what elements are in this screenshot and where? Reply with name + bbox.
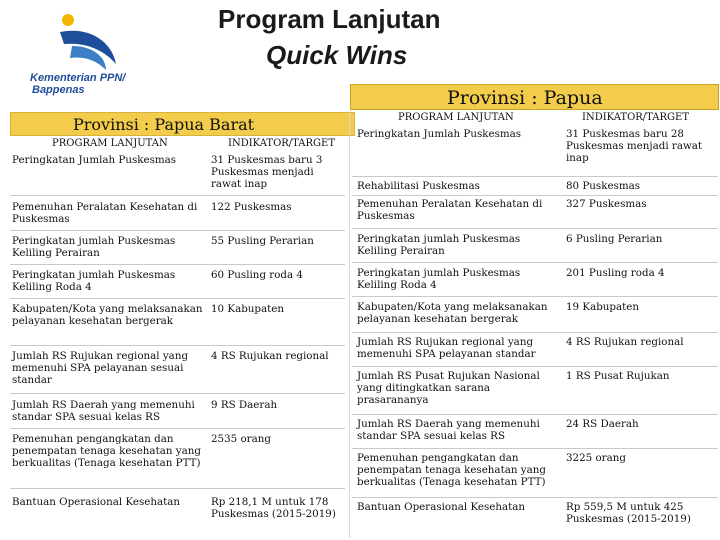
table-row-p-8-program: Jumlah RS Pusat Rujukan Nasional yang ditingkatkan sarana prasarananya: [357, 370, 540, 406]
logo-line-1: Kementerian PPN/: [30, 72, 126, 84]
table-row-p-10-target: 3225 orang: [566, 452, 626, 464]
header-target-papua-barat: INDIKATOR/TARGET: [228, 138, 336, 149]
table-row-pb-6-program: Jumlah RS Rujukan regional yang memenuhi SPA pelayanan sesuai standar: [12, 350, 189, 386]
table-row-p-4-program: Peringkatan jumlah Puskesmas Keliling Perairan: [357, 233, 521, 257]
table-row-p-9-program: Jumlah RS Daerah yang memenuhi standar SPA sesuai kelas RS: [357, 418, 540, 442]
table-row-pb-4-program: Peringkatan jumlah Puskesmas Keliling Roda 4: [12, 269, 176, 293]
table-row-p-2-target: 80 Puskesmas: [566, 180, 641, 192]
table-row-pb-1-program: Peringkatan Jumlah Puskesmas: [12, 154, 177, 166]
logo-line-2: Bappenas: [32, 84, 85, 96]
table-row-pb-2-program: Pemenuhan Peralatan Kesehatan di Puskesmas: [12, 201, 198, 225]
table-row-p-8-target: 1 RS Pusat Rujukan: [566, 370, 670, 382]
page-title: Program Lanjutan: [218, 4, 441, 34]
header-program-papua: PROGRAM LANJUTAN: [398, 112, 514, 123]
table-row-p-3-program: Pemenuhan Peralatan Kesehatan di Puskesmas: [357, 198, 543, 222]
table-row-p-4-target: 6 Pusling Perarian: [566, 233, 663, 245]
table-row-p-6-program: Kabupaten/Kota yang melaksanakan pelayanan kesehatan bergerak: [357, 301, 548, 325]
table-row-pb-9-target: Rp 218,1 M untuk 178 Puskesmas (2015-2019): [211, 496, 336, 520]
table-row-pb-7-program: Jumlah RS Daerah yang memenuhi standar SPA sesuai kelas RS: [12, 399, 195, 423]
table-row-p-7-program: Jumlah RS Rujukan regional yang memenuhi SPA pelayanan standar: [357, 336, 536, 360]
table-row-p-5-target: 201 Pusling roda 4: [566, 267, 665, 279]
table-row-p-1-program: Peringkatan Jumlah Puskesmas: [357, 128, 522, 140]
table-row-pb-9-program: Bantuan Operasional Kesehatan: [12, 496, 181, 508]
table-row-p-11-target: Rp 559,5 M untuk 425 Puskesmas (2015-2019): [566, 501, 691, 525]
column-divider: [349, 112, 350, 538]
table-row-p-2-program: Rehabilitasi Puskesmas: [357, 180, 480, 192]
table-row-pb-3-target: 55 Pusling Perarian: [211, 235, 314, 247]
table-row-p-7-target: 4 RS Rujukan regional: [566, 336, 684, 348]
table-row-p-3-target: 327 Puskesmas: [566, 198, 647, 210]
banner-papua: Provinsi : Papua: [350, 84, 719, 110]
table-row-pb-3-program: Peringkatan jumlah Puskesmas Keliling Perairan: [12, 235, 176, 259]
table-row-p-6-target: 19 Kabupaten: [566, 301, 640, 313]
table-row-p-1-target: 31 Puskesmas baru 28 Puskesmas menjadi rawat inap: [566, 128, 703, 164]
table-row-p-5-program: Peringkatan jumlah Puskesmas Keliling Roda 4: [357, 267, 521, 291]
page-subtitle: Quick Wins: [266, 40, 408, 70]
table-row-pb-1-target: 31 Puskesmas baru 3 Puskesmas menjadi rawat inap: [211, 154, 323, 190]
table-row-p-9-target: 24 RS Daerah: [566, 418, 639, 430]
table-row-pb-6-target: 4 RS Rujukan regional: [211, 350, 329, 362]
table-row-pb-7-target: 9 RS Daerah: [211, 399, 278, 411]
header-program-papua-barat: PROGRAM LANJUTAN: [52, 138, 168, 149]
header-target-papua: INDIKATOR/TARGET: [582, 112, 690, 123]
table-row-pb-4-target: 60 Pusling roda 4: [211, 269, 303, 281]
table-row-pb-2-target: 122 Puskesmas: [211, 201, 292, 213]
banner-papua-barat: Provinsi : Papua Barat: [10, 112, 355, 136]
table-row-pb-5-target: 10 Kabupaten: [211, 303, 285, 315]
logo-wordmark: [30, 72, 125, 96]
table-row-pb-8-target: 2535 orang: [211, 433, 271, 445]
table-row-pb-5-program: Kabupaten/Kota yang melaksanakan pelayanan kesehatan bergerak: [12, 303, 203, 327]
table-row-p-10-program: Pemenuhan pengangkatan dan penempatan tenaga kesehatan yang berkualitas (Tenaga kesehatan PTT): [357, 452, 546, 488]
table-row-pb-8-program: Pemenuhan pengangkatan dan penempatan tenaga kesehatan yang berkualitas (Tenaga kesehatan PTT): [12, 433, 201, 469]
table-row-p-11-program: Bantuan Operasional Kesehatan: [357, 501, 526, 513]
